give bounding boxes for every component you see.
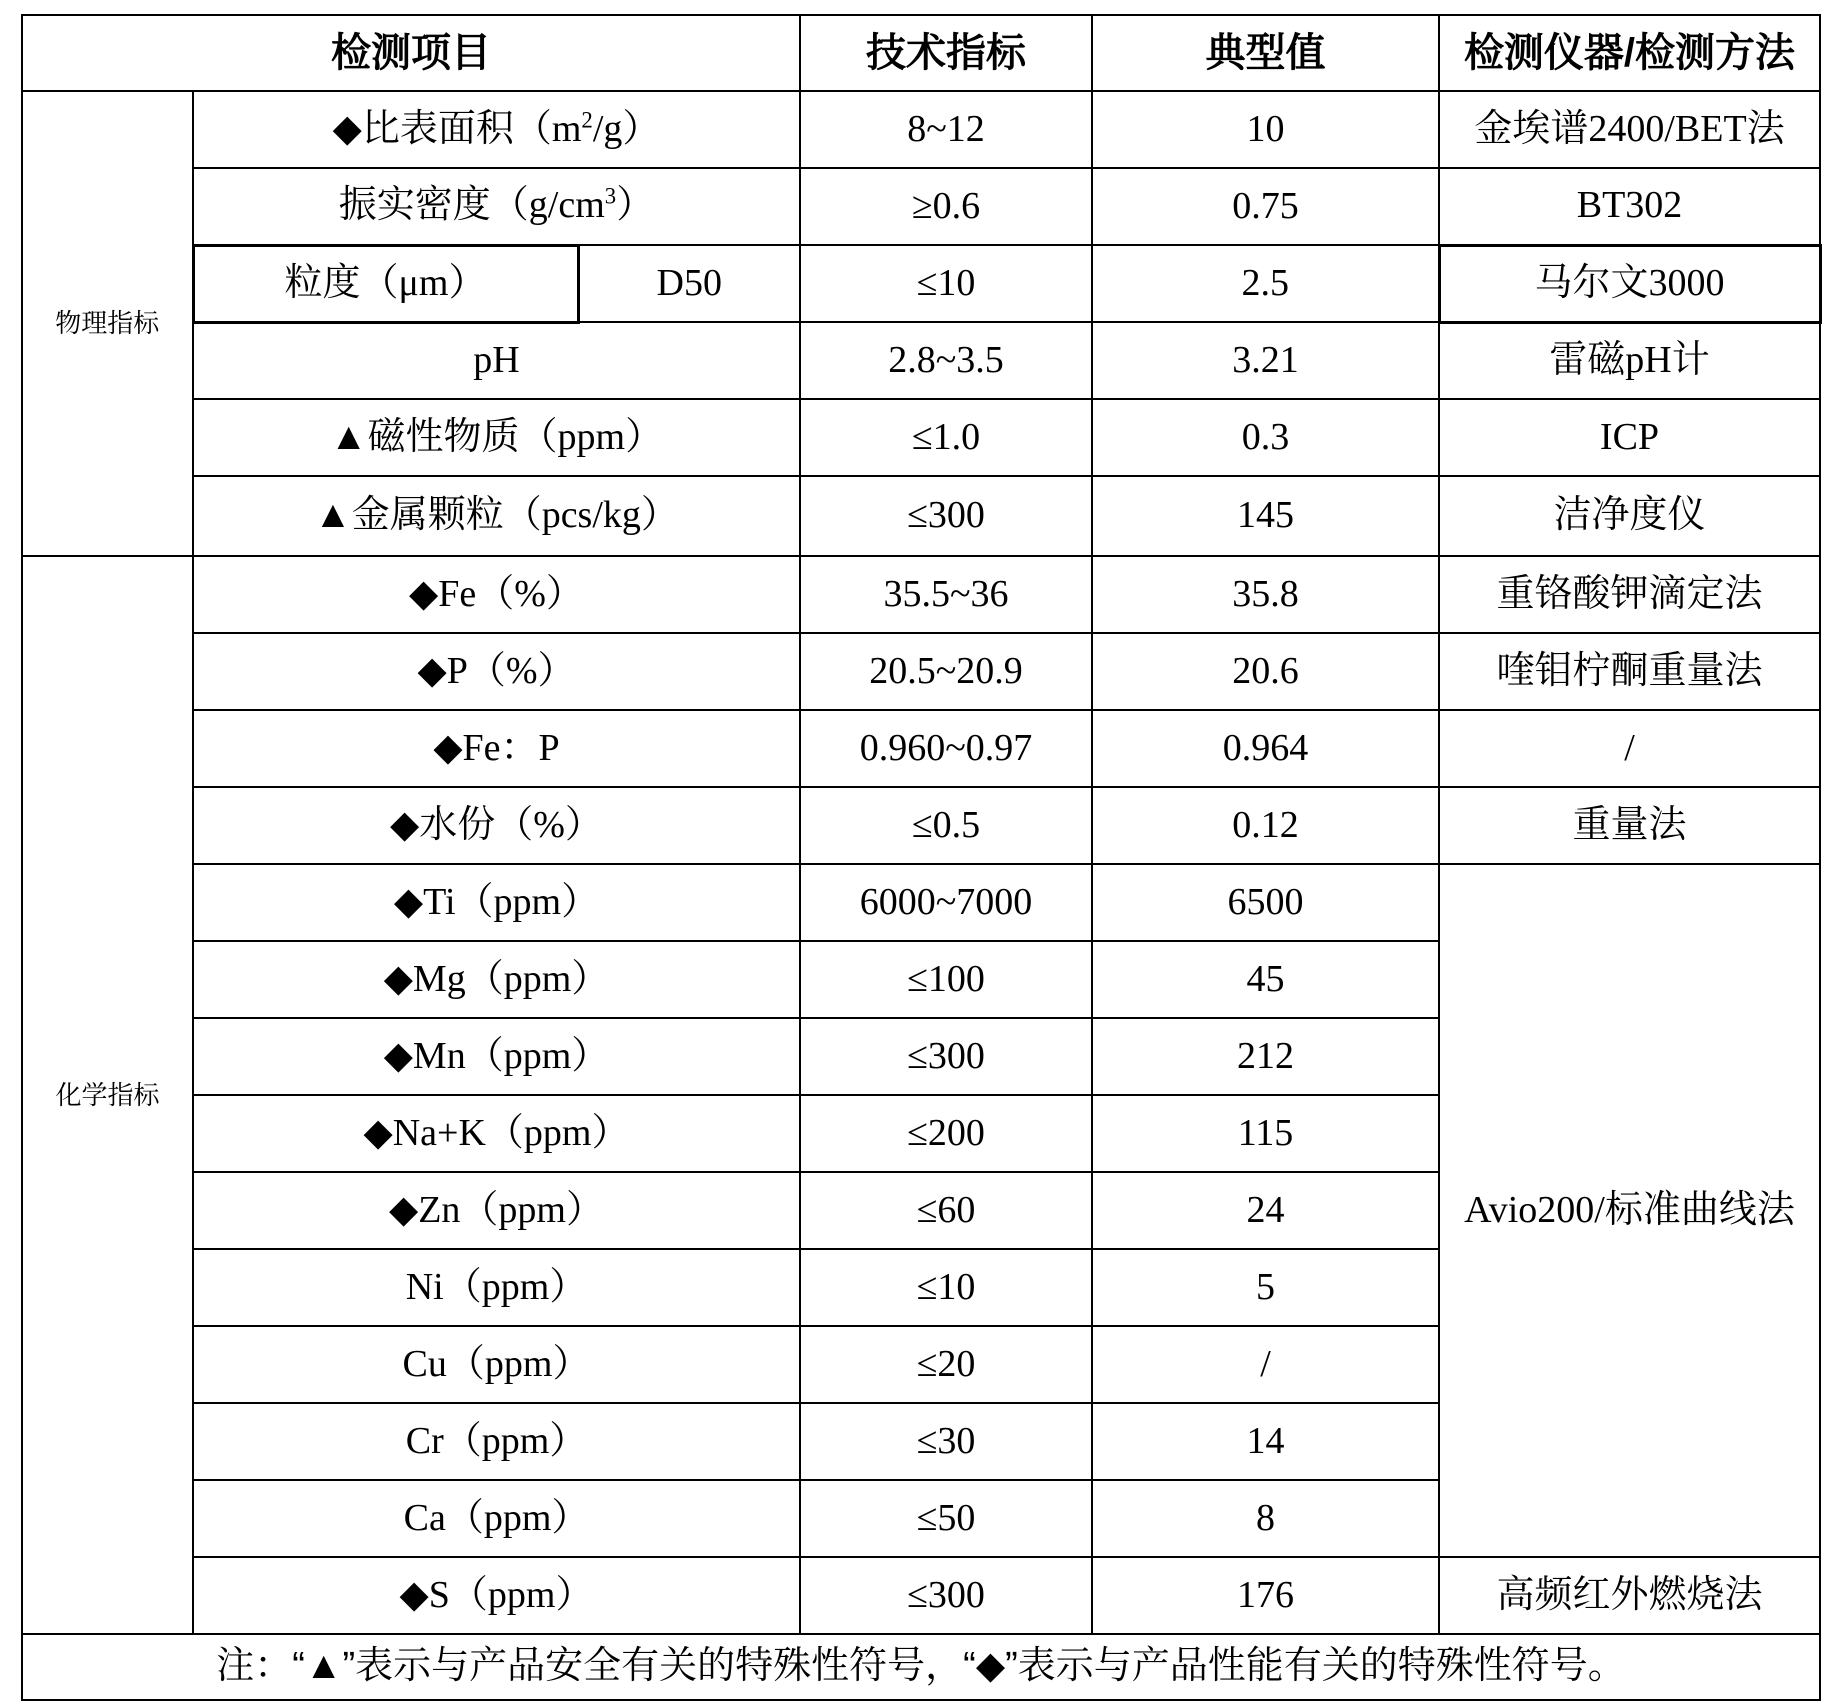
item-cell: ▲金属颗粒（pcs/kg）	[193, 476, 800, 556]
spec-cell: 2.8~3.5	[800, 322, 1092, 399]
item-cell: ▲磁性物质（ppm）	[193, 399, 800, 476]
method-cell: 重铬酸钾滴定法	[1439, 556, 1820, 633]
typical-cell: 20.6	[1092, 633, 1439, 710]
item-cell: ◆Na+K（ppm）	[193, 1095, 800, 1172]
table-row	[22, 245, 1820, 322]
typical-cell: 14	[1092, 1403, 1439, 1480]
table-row	[22, 710, 1820, 787]
item-cell: ◆Fe：P	[193, 710, 800, 787]
typical-cell: /	[1092, 1326, 1439, 1403]
typical-cell: 0.3	[1092, 399, 1439, 476]
footnote: 注：“▲”表示与产品安全有关的特殊性符号，“◆”表示与产品性能有关的特殊性符号。	[22, 1634, 1820, 1700]
method-cell: ICP	[1439, 399, 1820, 476]
method-cell: 重量法	[1439, 787, 1820, 864]
item-text-suffix: ）	[616, 184, 655, 227]
spec-cell: ≤300	[800, 1557, 1092, 1634]
spec-cell: ≤60	[800, 1172, 1092, 1249]
item-cell: Cr（ppm）	[193, 1403, 800, 1480]
item-cell: Ni（ppm）	[193, 1249, 800, 1326]
item-cell	[193, 168, 800, 245]
header-row	[22, 15, 1820, 91]
method-cell: /	[1439, 710, 1820, 787]
typical-cell: 45	[1092, 941, 1439, 1018]
spec-table	[21, 14, 1822, 1701]
spec-cell: ≤10	[800, 1249, 1092, 1326]
spec-cell: 8~12	[800, 91, 1092, 168]
table-row	[22, 556, 1820, 633]
typical-cell: 35.8	[1092, 556, 1439, 633]
header-typical: 典型值	[1092, 15, 1439, 91]
table-row	[22, 322, 1820, 399]
spec-cell: ≤300	[800, 1018, 1092, 1095]
method-cell: 洁净度仪	[1439, 476, 1820, 556]
group-chemical: 化学指标	[22, 556, 193, 1634]
method-cell: 马尔文3000	[1439, 245, 1820, 322]
item-cell: ◆S（ppm）	[193, 1557, 800, 1634]
item-cell: ◆Zn（ppm）	[193, 1172, 800, 1249]
typical-cell: 5	[1092, 1249, 1439, 1326]
typical-cell: 10	[1092, 91, 1439, 168]
typical-cell: 3.21	[1092, 322, 1439, 399]
spec-cell: ≤50	[800, 1480, 1092, 1557]
spec-cell: ≤30	[800, 1403, 1092, 1480]
method-cell: 雷磁pH计	[1439, 322, 1820, 399]
table-row	[22, 864, 1820, 941]
typical-cell: 0.75	[1092, 168, 1439, 245]
method-cell: 高频红外燃烧法	[1439, 1557, 1820, 1634]
table-row	[22, 476, 1820, 556]
spec-cell: ≤10	[800, 245, 1092, 322]
note-row	[22, 1634, 1820, 1700]
typical-cell: 145	[1092, 476, 1439, 556]
item-superscript: 3	[604, 183, 617, 209]
item-text: 振实密度（g/cm	[338, 184, 605, 227]
item-cell	[193, 91, 800, 168]
spec-cell: 6000~7000	[800, 864, 1092, 941]
table-row	[22, 91, 1820, 168]
typical-cell: 115	[1092, 1095, 1439, 1172]
method-cell: BT302	[1439, 168, 1820, 245]
typical-cell: 0.12	[1092, 787, 1439, 864]
spec-cell: ≤300	[800, 476, 1092, 556]
subitem-cell: D50	[578, 245, 800, 322]
typical-cell: 8	[1092, 1480, 1439, 1557]
item-cell: pH	[193, 322, 800, 399]
item-cell: ◆Fe（%）	[193, 556, 800, 633]
table-row	[22, 399, 1820, 476]
table-row	[22, 1557, 1820, 1634]
item-cell: ◆Mg（ppm）	[193, 941, 800, 1018]
item-cell: ◆Mn（ppm）	[193, 1018, 800, 1095]
group-physical: 物理指标	[22, 91, 193, 556]
spec-cell: ≤0.5	[800, 787, 1092, 864]
typical-cell: 24	[1092, 1172, 1439, 1249]
spec-cell: 20.5~20.9	[800, 633, 1092, 710]
method-cell: 金埃谱2400/BET法	[1439, 91, 1820, 168]
item-superscript: 2	[581, 106, 593, 132]
header-method: 检测仪器/检测方法	[1439, 15, 1820, 91]
spec-cell: 35.5~36	[800, 556, 1092, 633]
typical-cell: 212	[1092, 1018, 1439, 1095]
item-cell: Cu（ppm）	[193, 1326, 800, 1403]
typical-cell: 2.5	[1092, 245, 1439, 322]
method-cell: 喹钼柠酮重量法	[1439, 633, 1820, 710]
table-row	[22, 633, 1820, 710]
item-cell: ◆Ti（ppm）	[193, 864, 800, 941]
spec-cell: ≤20	[800, 1326, 1092, 1403]
table-row	[22, 168, 1820, 245]
table-row	[22, 787, 1820, 864]
item-cell: ◆P（%）	[193, 633, 800, 710]
item-cell: 粒度（μm）	[193, 245, 578, 322]
item-cell: Ca（ppm）	[193, 1480, 800, 1557]
spec-cell: ≥0.6	[800, 168, 1092, 245]
item-text: ◆比表面积（m	[332, 107, 582, 150]
typical-cell: 6500	[1092, 864, 1439, 941]
typical-cell: 0.964	[1092, 710, 1439, 787]
spec-cell: ≤100	[800, 941, 1092, 1018]
header-spec: 技术指标	[800, 15, 1092, 91]
header-item: 检测项目	[22, 15, 800, 91]
typical-cell: 176	[1092, 1557, 1439, 1634]
icp-method-cell: Avio200/标准曲线法	[1439, 864, 1820, 1557]
spec-cell: 0.960~0.97	[800, 710, 1092, 787]
item-cell: ◆水份（%）	[193, 787, 800, 864]
item-text-suffix: /g）	[592, 107, 661, 150]
spec-cell: ≤1.0	[800, 399, 1092, 476]
spec-cell: ≤200	[800, 1095, 1092, 1172]
